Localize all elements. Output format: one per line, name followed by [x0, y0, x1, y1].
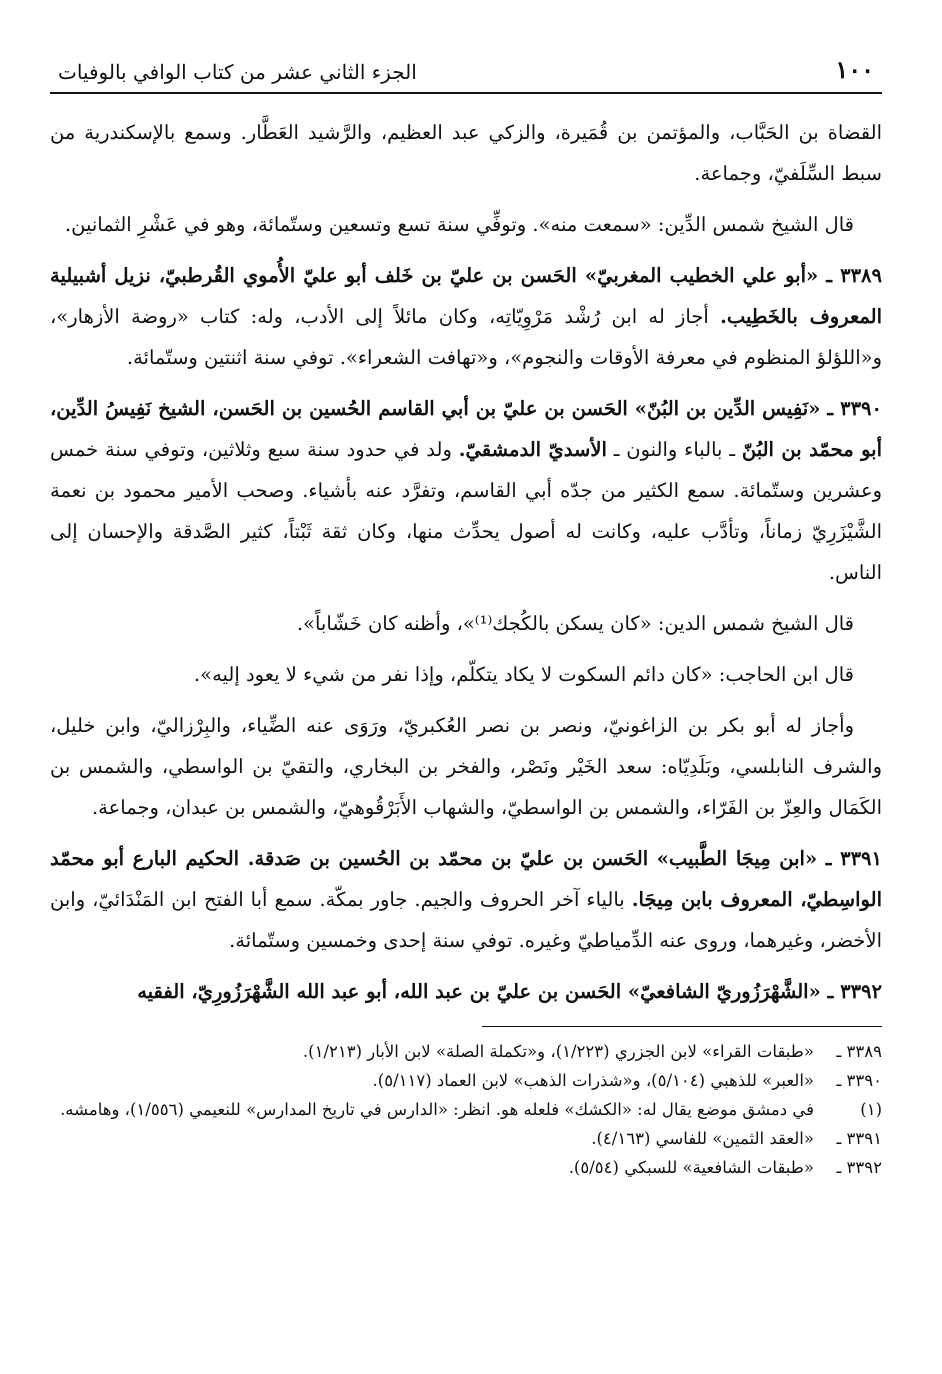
entry-heading: ٣٣٨٩ ـ «أبو علي الخطيب المغربيّ» الحَسن بن عليّ بن خَلف أبو عليّ الأُموي القُرطبيّ، نزيل أشبيلية المعروف بالخَطِيب.	[50, 264, 883, 328]
footnote-divider	[482, 1026, 882, 1027]
entry-heading: ٣٣٩٢ ـ «الشَّهْرَزُوريّ الشافعيّ» الحَسن بن عليّ بن عبد الله، أبو عبد الله الشَّهْرَزُورِيّ، الفقيه	[137, 980, 882, 1003]
footnote-label: ٣٣٩٠ ـ	[836, 1071, 882, 1090]
page-number: ١٠٠	[835, 55, 874, 84]
footnote-label: ٣٣٩١ ـ	[836, 1129, 882, 1148]
footnote-text: «طبقات الشافعية» للسبكي (٥/٥٤).	[568, 1158, 814, 1177]
entry-heading-nisba: الأسديّ الدمشقيّ.	[458, 438, 607, 461]
page-header	[50, 46, 882, 94]
paragraph-continuation: القضاة بن الحَبَّاب، والمؤتمن بن قُمَيرة، والزكي عبد العظيم، والرَّشيد العَطَّار. وسمع بالإسكندرية من سبط السِّلَفيّ، وجماعة.	[50, 121, 882, 185]
paragraph-quote-ibn-hajib: قال ابن الحاجب: «كان دائم السكوت لا يكاد يتكلّم، وإذا نفر من شيء لا يعود إليه».	[193, 663, 854, 686]
book-page	[50, 46, 882, 1182]
entry-heading: ٣٣٩٠ ـ «نَفِيس الدِّين بن البُنّ» الحَسن بن عليّ بن أبي القاسم الحُسين بن الحَسن، الشيخ نَفِيسُ الدِّين، أبو محمّد بن البُنّ	[50, 397, 882, 461]
footnote-text: «العبر» للذهبي (٥/١٠٤)، و«شذرات الذهب» لابن العماد (٥/١١٧).	[372, 1071, 814, 1090]
footnote	[50, 1095, 882, 1124]
footnote-label: ٣٣٨٩ ـ	[836, 1042, 882, 1061]
running-title: الجزء الثاني عشر من كتاب الوافي بالوفيات	[58, 60, 417, 84]
entry-3389: ٣٣٨٩ ـ «أبو علي الخطيب المغربيّ» الحَسن بن عليّ بن خَلف أبو عليّ الأُموي القُرطبيّ، نزيل أشبيلية المعروف بالخَطِيب. أجاز له ابن رُشْد مَرْوِيّاتِه، وكان مائلاً إلى الأدب، وله: كتاب «روضة الأزهار»، و«اللؤلؤ المنظوم في معرفة الأوقات والنجوم»، و«تهافت الشعراء». توفي سنة اثنتين وستّمائة.	[50, 264, 883, 369]
footnote-text: في دمشق موضع يقال له: «الكشك» فلعله هو. انظر: «الدارس في تاريخ المدارس» للنعيمي (١/٥٥٦)، وهامشه.	[60, 1100, 814, 1119]
entry-3391: ٣٣٩١ ـ «ابن مِيجَا الطَّبيب» الحَسن بن عليّ بن محمّد بن الحُسين بن صَدقة. الحكيم البارع أبو محمّد الواسِطيّ، المعروف بابن مِيجَا. بالياء آخر الحروف والجيم. جاور بمكّة. سمع أبا الفتح ابن المَنْدَائيّ، وابن الأخضر، وغيرهما، وروى عنه الدِّمياطيّ وغيره. توفي سنة إحدى وخمسين وستّمائة.	[50, 847, 882, 952]
footnote-label: (١)	[860, 1100, 882, 1119]
footnote	[50, 1124, 882, 1153]
footnote-text: «العقد الثمين» للفاسي (٤/١٦٣).	[591, 1129, 814, 1148]
paragraph-quote-shams-2: قال الشيخ شمس الدين: «كان يسكن بالكُجك⁽¹⁾»، وأظنه كان خَشّاباً».	[296, 612, 854, 635]
footnote	[50, 1037, 882, 1066]
footnote-label: ٣٣٩٢ ـ	[836, 1158, 882, 1177]
main-text	[50, 94, 882, 1012]
paragraph-transmitters: وأجاز له أبو بكر بن الزاغونيّ، ونصر بن نصر العُكبريّ، ورَوَى عنه الضِّياء، والبِرْزاليّ، وابن خليل، والشرف النابلسي، وبَلَدِيّاه: سعد الخَيْر ونَصْر، والفخر بن البخاري، والتقيّ بن الواسطي، والشمس بن الكَمَال والعِزّ بن الفَرّاء، والشمس بن الواسطيّ، والشهاب الأَبَرْقُوهيّ، والشمس بن عبدان، وجماعة.	[50, 714, 882, 819]
entry-3390: ٣٣٩٠ ـ «نَفِيس الدِّين بن البُنّ» الحَسن بن عليّ بن أبي القاسم الحُسين بن الحَسن، الشيخ نَفِيسُ الدِّين، أبو محمّد بن البُنّ ـ بالباء والنون ـ الأسديّ الدمشقيّ. ولد في حدود سنة سبع وثلاثين، وتوفي سنة خمس وعشرين وستّمائة. سمع الكثير من جدّه أبي القاسم، وتفرَّد عنه بأشياء. وصحب الأمير محمود بن نعمة الشَّيْزَرِيّ زماناً، وتأدَّب عليه، وكانت له أصول يحدِّث منها، وكان ثقة ثَبْتاً، كثير الصَّدقة والإحسان إلى الناس.	[50, 397, 882, 584]
footnote-text: «طبقات القراء» لابن الجزري (١/٢٢٣)، و«تكملة الصلة» لابن الأبار (١/٢١٣).	[302, 1042, 814, 1061]
entry-3392	[50, 971, 882, 1012]
footnotes	[50, 1037, 882, 1182]
footnote	[50, 1066, 882, 1095]
entry-heading: ٣٣٩١ ـ «ابن مِيجَا الطَّبيب» الحَسن بن عليّ بن محمّد بن الحُسين بن صَدقة. الحكيم البارع أبو محمّد الواسِطيّ، المعروف بابن مِيجَا.	[50, 847, 882, 911]
paragraph-quote-shams: قال الشيخ شمس الدِّين: «سمعت منه». وتوفِّي سنة تسع وتسعين وستّمائة، وهو في عَشْرِ الثمانين.	[64, 213, 854, 236]
footnote	[50, 1153, 882, 1182]
